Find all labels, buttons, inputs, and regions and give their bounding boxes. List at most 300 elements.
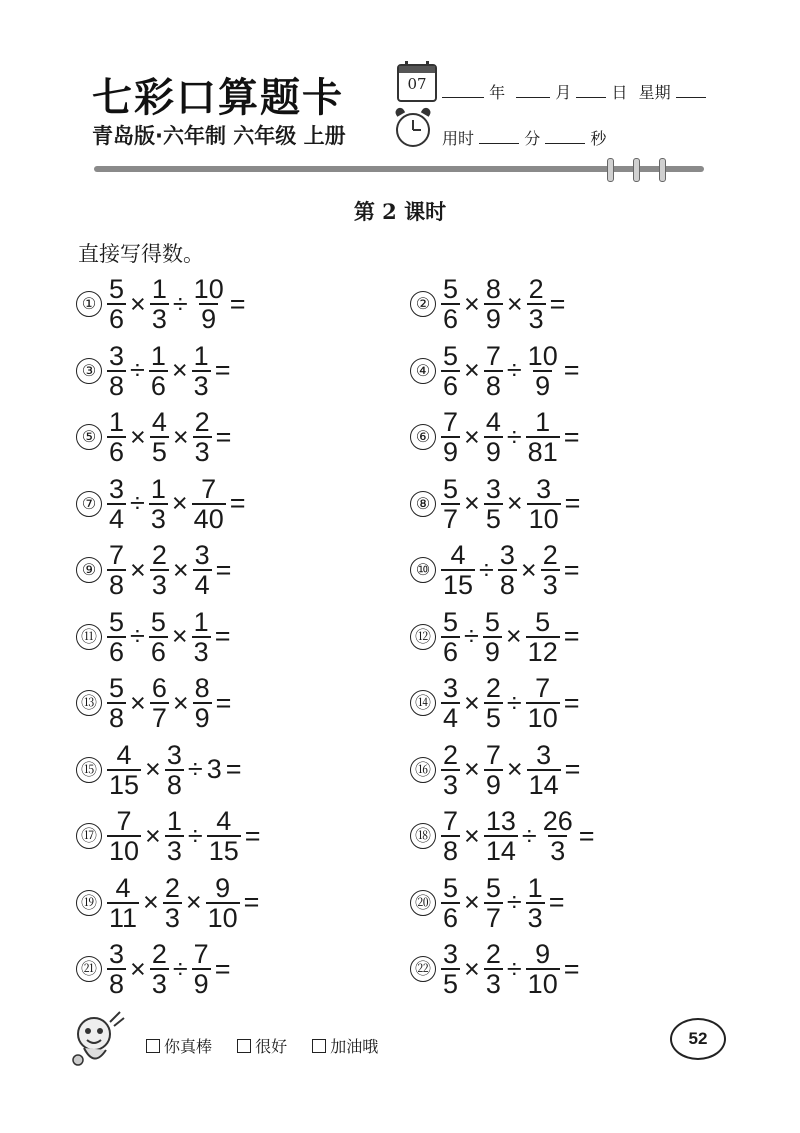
operator: × bbox=[464, 355, 480, 385]
problem-number: ⑭ bbox=[410, 690, 436, 716]
operator: ÷ bbox=[521, 820, 537, 851]
fraction bbox=[441, 608, 460, 666]
operator: ÷ bbox=[130, 488, 145, 518]
denominator: 3 bbox=[528, 304, 544, 334]
denominator: 6 bbox=[443, 636, 459, 667]
numerator: 2 bbox=[528, 274, 544, 304]
checkbox-icon[interactable] bbox=[312, 1039, 326, 1053]
fraction bbox=[541, 541, 560, 599]
checkbox-icon[interactable] bbox=[237, 1039, 251, 1053]
problem-number: ⑯ bbox=[410, 757, 436, 783]
operator: × bbox=[464, 687, 480, 718]
numerator: 5 bbox=[443, 340, 459, 371]
fraction bbox=[193, 541, 212, 599]
denominator: 8 bbox=[166, 769, 182, 800]
binder-ring-icon bbox=[659, 158, 666, 182]
operator: ÷ bbox=[464, 621, 479, 651]
numerator: 7 bbox=[116, 806, 132, 836]
denominator: 3 bbox=[443, 769, 459, 800]
denominator: 3 bbox=[151, 969, 167, 999]
denominator: 14 bbox=[485, 836, 516, 866]
fraction bbox=[484, 342, 503, 400]
problem-15 bbox=[76, 738, 245, 802]
operator: ÷ bbox=[187, 820, 203, 851]
day-label: 日 bbox=[611, 83, 628, 102]
calendar-number: 07 bbox=[407, 75, 427, 93]
denominator: 4 bbox=[109, 503, 125, 534]
denominator: 5 bbox=[151, 437, 167, 467]
equals-sign: = bbox=[214, 953, 231, 984]
numerator: 4 bbox=[216, 806, 232, 836]
equals-sign: = bbox=[215, 687, 232, 718]
problem-number: ⑨ bbox=[76, 557, 102, 583]
denominator: 15 bbox=[109, 769, 140, 800]
numerator: 7 bbox=[535, 673, 551, 703]
instruction-text: 直接写得数。 bbox=[78, 242, 204, 266]
denominator: 3 bbox=[193, 370, 209, 401]
numerator: 1 bbox=[150, 340, 166, 371]
operator: × bbox=[171, 621, 188, 651]
fraction bbox=[527, 475, 561, 533]
equals-sign: = bbox=[563, 554, 580, 585]
operator: ÷ bbox=[506, 687, 522, 718]
problem-number: ⑲ bbox=[76, 890, 102, 916]
problem-number: ② bbox=[410, 291, 436, 317]
denominator: 6 bbox=[443, 902, 459, 933]
fraction bbox=[498, 541, 517, 599]
denominator: 6 bbox=[150, 370, 166, 401]
fraction bbox=[107, 940, 126, 998]
month-label: 月 bbox=[555, 83, 572, 102]
alarm-clock-icon bbox=[396, 113, 430, 147]
numerator: 6 bbox=[151, 673, 167, 703]
operator: ÷ bbox=[130, 621, 145, 651]
fraction bbox=[107, 608, 126, 666]
rating-option[interactable] bbox=[237, 1034, 287, 1057]
operator: × bbox=[185, 887, 202, 917]
second-label: 秒 bbox=[590, 129, 607, 148]
equals-sign: = bbox=[548, 887, 565, 917]
problem-20 bbox=[410, 871, 567, 935]
numerator: 3 bbox=[536, 739, 552, 770]
denominator: 6 bbox=[109, 304, 125, 334]
page-number: 52 bbox=[670, 1018, 726, 1060]
numerator: 3 bbox=[194, 540, 210, 570]
problem-number: ⑮ bbox=[76, 757, 102, 783]
fraction bbox=[192, 608, 211, 666]
problem-number: ⑳ bbox=[410, 890, 436, 916]
fraction bbox=[107, 674, 126, 732]
fraction bbox=[441, 475, 460, 533]
denominator: 8 bbox=[109, 370, 125, 401]
numerator: 5 bbox=[443, 872, 459, 903]
numerator: 2 bbox=[194, 407, 210, 437]
operator: ÷ bbox=[506, 953, 522, 984]
time-used-label: 用时 bbox=[442, 129, 475, 148]
rating-option[interactable] bbox=[146, 1034, 212, 1057]
equals-sign: = bbox=[563, 687, 580, 718]
fraction bbox=[206, 874, 240, 932]
numerator: 3 bbox=[109, 939, 125, 969]
numerator: 1 bbox=[193, 606, 209, 637]
numerator: 4 bbox=[485, 407, 501, 437]
fraction bbox=[526, 342, 560, 400]
fraction bbox=[207, 807, 241, 865]
equals-sign: = bbox=[214, 621, 231, 651]
numerator: 3 bbox=[109, 340, 125, 371]
denominator: 5 bbox=[485, 703, 501, 733]
numerator: 8 bbox=[194, 673, 210, 703]
fraction bbox=[107, 541, 126, 599]
checkbox-icon[interactable] bbox=[146, 1039, 160, 1053]
operator: × bbox=[143, 887, 159, 917]
equals-sign: = bbox=[578, 820, 595, 851]
denominator: 6 bbox=[150, 636, 166, 667]
problem-8 bbox=[410, 472, 583, 536]
problem-number: ⑫ bbox=[410, 624, 436, 650]
numerator: 5 bbox=[109, 673, 125, 703]
fraction bbox=[193, 674, 212, 732]
equals-sign: = bbox=[564, 488, 581, 518]
equals-sign: = bbox=[225, 754, 242, 784]
denominator: 7 bbox=[485, 902, 501, 933]
denominator: 9 bbox=[201, 304, 217, 334]
fraction bbox=[484, 807, 518, 865]
fraction bbox=[107, 408, 126, 466]
fraction bbox=[526, 608, 560, 666]
fraction bbox=[165, 807, 184, 865]
denominator: 9 bbox=[194, 703, 210, 733]
numerator: 7 bbox=[201, 473, 217, 504]
fraction bbox=[441, 874, 460, 932]
denominator: 81 bbox=[527, 437, 558, 467]
denominator: 9 bbox=[193, 969, 209, 999]
numerator: 4 bbox=[115, 872, 131, 903]
fraction bbox=[107, 741, 141, 799]
numerator: 10 bbox=[527, 340, 558, 371]
fraction bbox=[150, 275, 169, 333]
numerator: 5 bbox=[109, 606, 125, 637]
problem-number: ⑪ bbox=[76, 624, 102, 650]
numerator: 7 bbox=[443, 407, 459, 437]
operator: × bbox=[172, 687, 189, 718]
denominator: 6 bbox=[443, 304, 459, 334]
numerator: 10 bbox=[193, 274, 224, 304]
self-rating bbox=[146, 1034, 398, 1057]
denominator: 7 bbox=[443, 503, 459, 534]
fraction bbox=[526, 940, 560, 998]
minute-label: 分 bbox=[524, 129, 541, 148]
denominator: 9 bbox=[485, 437, 501, 467]
numerator: 3 bbox=[485, 473, 501, 504]
fraction bbox=[484, 940, 503, 998]
numerator: 1 bbox=[166, 806, 182, 836]
fraction bbox=[441, 807, 460, 865]
equals-sign: = bbox=[563, 355, 580, 385]
operator: ÷ bbox=[506, 421, 522, 452]
fraction bbox=[163, 874, 182, 932]
problem-16 bbox=[410, 738, 583, 802]
denominator: 15 bbox=[208, 836, 239, 866]
fraction bbox=[441, 541, 475, 599]
fraction bbox=[484, 741, 503, 799]
numerator: 2 bbox=[151, 939, 167, 969]
operator: × bbox=[506, 754, 523, 784]
operator: × bbox=[130, 421, 146, 452]
operator: ÷ bbox=[506, 355, 522, 385]
denominator: 10 bbox=[109, 836, 140, 866]
problem-10 bbox=[410, 538, 583, 602]
operator: × bbox=[145, 754, 161, 784]
numerator: 1 bbox=[109, 407, 125, 437]
problem-number: ㉑ bbox=[76, 956, 102, 982]
numerator: 8 bbox=[485, 274, 501, 304]
numerator: 2 bbox=[151, 540, 167, 570]
equals-sign: = bbox=[215, 421, 232, 452]
fraction bbox=[484, 475, 503, 533]
denominator: 3 bbox=[150, 503, 166, 534]
operator: × bbox=[506, 488, 523, 518]
fraction bbox=[541, 807, 575, 865]
fraction bbox=[441, 741, 460, 799]
fraction bbox=[150, 408, 169, 466]
operator: × bbox=[171, 355, 188, 385]
equals-sign: = bbox=[244, 820, 261, 851]
numerator: 26 bbox=[542, 806, 573, 836]
operator: ÷ bbox=[172, 953, 188, 984]
fraction bbox=[150, 541, 169, 599]
denominator: 5 bbox=[485, 503, 501, 534]
numerator: 2 bbox=[542, 540, 558, 570]
fraction bbox=[526, 674, 560, 732]
problem-7 bbox=[76, 472, 249, 536]
problem-number: ④ bbox=[410, 358, 436, 384]
numerator: 2 bbox=[443, 739, 459, 770]
fraction bbox=[527, 741, 561, 799]
fraction bbox=[441, 940, 460, 998]
denominator: 11 bbox=[109, 902, 138, 933]
numerator: 4 bbox=[151, 407, 167, 437]
operator: × bbox=[464, 421, 480, 452]
problem-13 bbox=[76, 671, 234, 735]
operator: ÷ bbox=[172, 288, 188, 319]
fraction bbox=[149, 342, 168, 400]
problem-2 bbox=[410, 272, 568, 336]
numerator: 5 bbox=[150, 606, 166, 637]
weekday-label: 星期 bbox=[638, 83, 671, 102]
problem-9 bbox=[76, 538, 234, 602]
problem-number: ⑱ bbox=[410, 823, 436, 849]
denominator: 10 bbox=[528, 503, 559, 534]
numerator: 7 bbox=[485, 340, 501, 371]
fraction bbox=[150, 940, 169, 998]
denominator: 5 bbox=[443, 969, 459, 999]
numerator: 9 bbox=[215, 872, 231, 903]
equals-sign: = bbox=[215, 554, 232, 585]
numerator: 5 bbox=[484, 606, 500, 637]
operator: × bbox=[520, 554, 537, 585]
mascot-icon bbox=[66, 1008, 128, 1070]
fraction bbox=[192, 475, 226, 533]
fraction bbox=[107, 475, 126, 533]
denominator: 3 bbox=[550, 836, 566, 866]
rating-label: 很好 bbox=[255, 1037, 288, 1056]
fraction bbox=[149, 608, 168, 666]
denominator: 14 bbox=[528, 769, 559, 800]
problem-number: ⑩ bbox=[410, 557, 436, 583]
binder-ring-icon bbox=[633, 158, 640, 182]
operator: × bbox=[505, 621, 522, 651]
problem-number: ⑤ bbox=[76, 424, 102, 450]
operator: × bbox=[506, 288, 523, 319]
operator: × bbox=[172, 421, 189, 452]
denominator: 3 bbox=[527, 902, 543, 933]
fraction bbox=[107, 807, 141, 865]
numerator: 2 bbox=[164, 872, 180, 903]
numerator: 5 bbox=[443, 473, 459, 504]
denominator: 9 bbox=[485, 769, 501, 800]
denominator: 8 bbox=[499, 570, 515, 600]
problem-1 bbox=[76, 272, 249, 336]
numerator: 5 bbox=[485, 872, 501, 903]
numerator: 5 bbox=[535, 606, 551, 637]
numerator: 9 bbox=[535, 939, 551, 969]
numerator: 1 bbox=[151, 274, 167, 304]
problem-22 bbox=[410, 937, 583, 1001]
whole-number: 3 bbox=[206, 754, 222, 784]
rating-option[interactable] bbox=[312, 1034, 378, 1057]
denominator: 15 bbox=[443, 570, 474, 600]
numerator: 7 bbox=[443, 806, 459, 836]
numerator: 2 bbox=[485, 673, 501, 703]
operator: × bbox=[464, 488, 480, 518]
denominator: 6 bbox=[109, 437, 125, 467]
operator: ÷ bbox=[479, 554, 494, 585]
numerator: 3 bbox=[443, 939, 459, 969]
denominator: 3 bbox=[193, 636, 209, 667]
denominator: 4 bbox=[194, 570, 210, 600]
denominator: 8 bbox=[443, 836, 459, 866]
numerator: 3 bbox=[443, 673, 459, 703]
operator: × bbox=[145, 820, 161, 851]
fraction bbox=[441, 342, 460, 400]
denominator: 3 bbox=[151, 570, 167, 600]
operator: × bbox=[464, 820, 480, 851]
denominator: 10 bbox=[207, 902, 238, 933]
numerator: 3 bbox=[536, 473, 552, 504]
problem-19 bbox=[76, 871, 262, 935]
denominator: 3 bbox=[485, 969, 501, 999]
equals-sign: = bbox=[563, 621, 580, 651]
operator: × bbox=[130, 554, 146, 585]
numerator: 3 bbox=[109, 473, 125, 504]
fraction bbox=[150, 674, 169, 732]
denominator: 3 bbox=[166, 836, 182, 866]
denominator: 8 bbox=[109, 570, 125, 600]
denominator: 3 bbox=[151, 304, 167, 334]
problem-11 bbox=[76, 605, 233, 669]
numerator: 1 bbox=[535, 407, 551, 437]
numerator: 7 bbox=[109, 540, 125, 570]
fraction bbox=[484, 408, 503, 466]
equals-sign: = bbox=[214, 355, 231, 385]
denominator: 10 bbox=[527, 703, 558, 733]
denominator: 3 bbox=[542, 570, 558, 600]
denominator: 6 bbox=[443, 370, 459, 401]
denominator: 8 bbox=[109, 969, 125, 999]
problem-number: ⑦ bbox=[76, 491, 102, 517]
numerator: 7 bbox=[485, 739, 501, 770]
numerator: 4 bbox=[450, 540, 466, 570]
equals-sign: = bbox=[229, 288, 246, 319]
denominator: 10 bbox=[527, 969, 558, 999]
time-fill-line bbox=[442, 126, 606, 149]
calendar-icon bbox=[397, 64, 437, 102]
problem-3 bbox=[76, 339, 233, 403]
operator: ÷ bbox=[130, 355, 145, 385]
problem-4 bbox=[410, 339, 583, 403]
problem-number: ⑥ bbox=[410, 424, 436, 450]
brand-title: 七彩口算题卡 bbox=[92, 74, 344, 121]
fraction bbox=[526, 408, 560, 466]
equals-sign: = bbox=[564, 754, 581, 784]
problem-number: ① bbox=[76, 291, 102, 317]
fraction bbox=[165, 741, 184, 799]
operator: ÷ bbox=[506, 887, 522, 917]
denominator: 9 bbox=[485, 304, 501, 334]
fraction bbox=[484, 674, 503, 732]
fraction bbox=[149, 475, 168, 533]
numerator: 1 bbox=[193, 340, 209, 371]
operator: × bbox=[464, 887, 480, 917]
denominator: 3 bbox=[194, 437, 210, 467]
denominator: 9 bbox=[484, 636, 500, 667]
fraction bbox=[107, 275, 126, 333]
numerator: 1 bbox=[527, 872, 543, 903]
operator: × bbox=[464, 754, 480, 784]
fraction bbox=[192, 940, 211, 998]
problem-5 bbox=[76, 405, 234, 469]
fraction bbox=[192, 275, 226, 333]
denominator: 9 bbox=[535, 370, 551, 401]
fraction bbox=[527, 275, 546, 333]
denominator: 8 bbox=[485, 370, 501, 401]
operator: × bbox=[464, 288, 480, 319]
date-fill-line bbox=[442, 80, 706, 103]
operator: × bbox=[172, 554, 189, 585]
problem-14 bbox=[410, 671, 583, 735]
problem-21 bbox=[76, 937, 233, 1001]
equals-sign: = bbox=[229, 488, 246, 518]
denominator: 3 bbox=[164, 902, 180, 933]
denominator: 6 bbox=[109, 636, 125, 667]
problem-12 bbox=[410, 605, 583, 669]
fraction bbox=[484, 874, 503, 932]
numerator: 4 bbox=[116, 739, 132, 770]
problem-number: ⑬ bbox=[76, 690, 102, 716]
numerator: 1 bbox=[150, 473, 166, 504]
problem-6 bbox=[410, 405, 583, 469]
operator: × bbox=[130, 687, 146, 718]
edition-label: 青岛版·六年制 六年级 上册 bbox=[92, 124, 346, 148]
fraction bbox=[441, 674, 460, 732]
equals-sign: = bbox=[549, 288, 566, 319]
denominator: 8 bbox=[109, 703, 125, 733]
problem-number: ㉒ bbox=[410, 956, 436, 982]
year-label: 年 bbox=[489, 83, 506, 102]
fraction bbox=[192, 342, 211, 400]
fraction bbox=[483, 608, 502, 666]
